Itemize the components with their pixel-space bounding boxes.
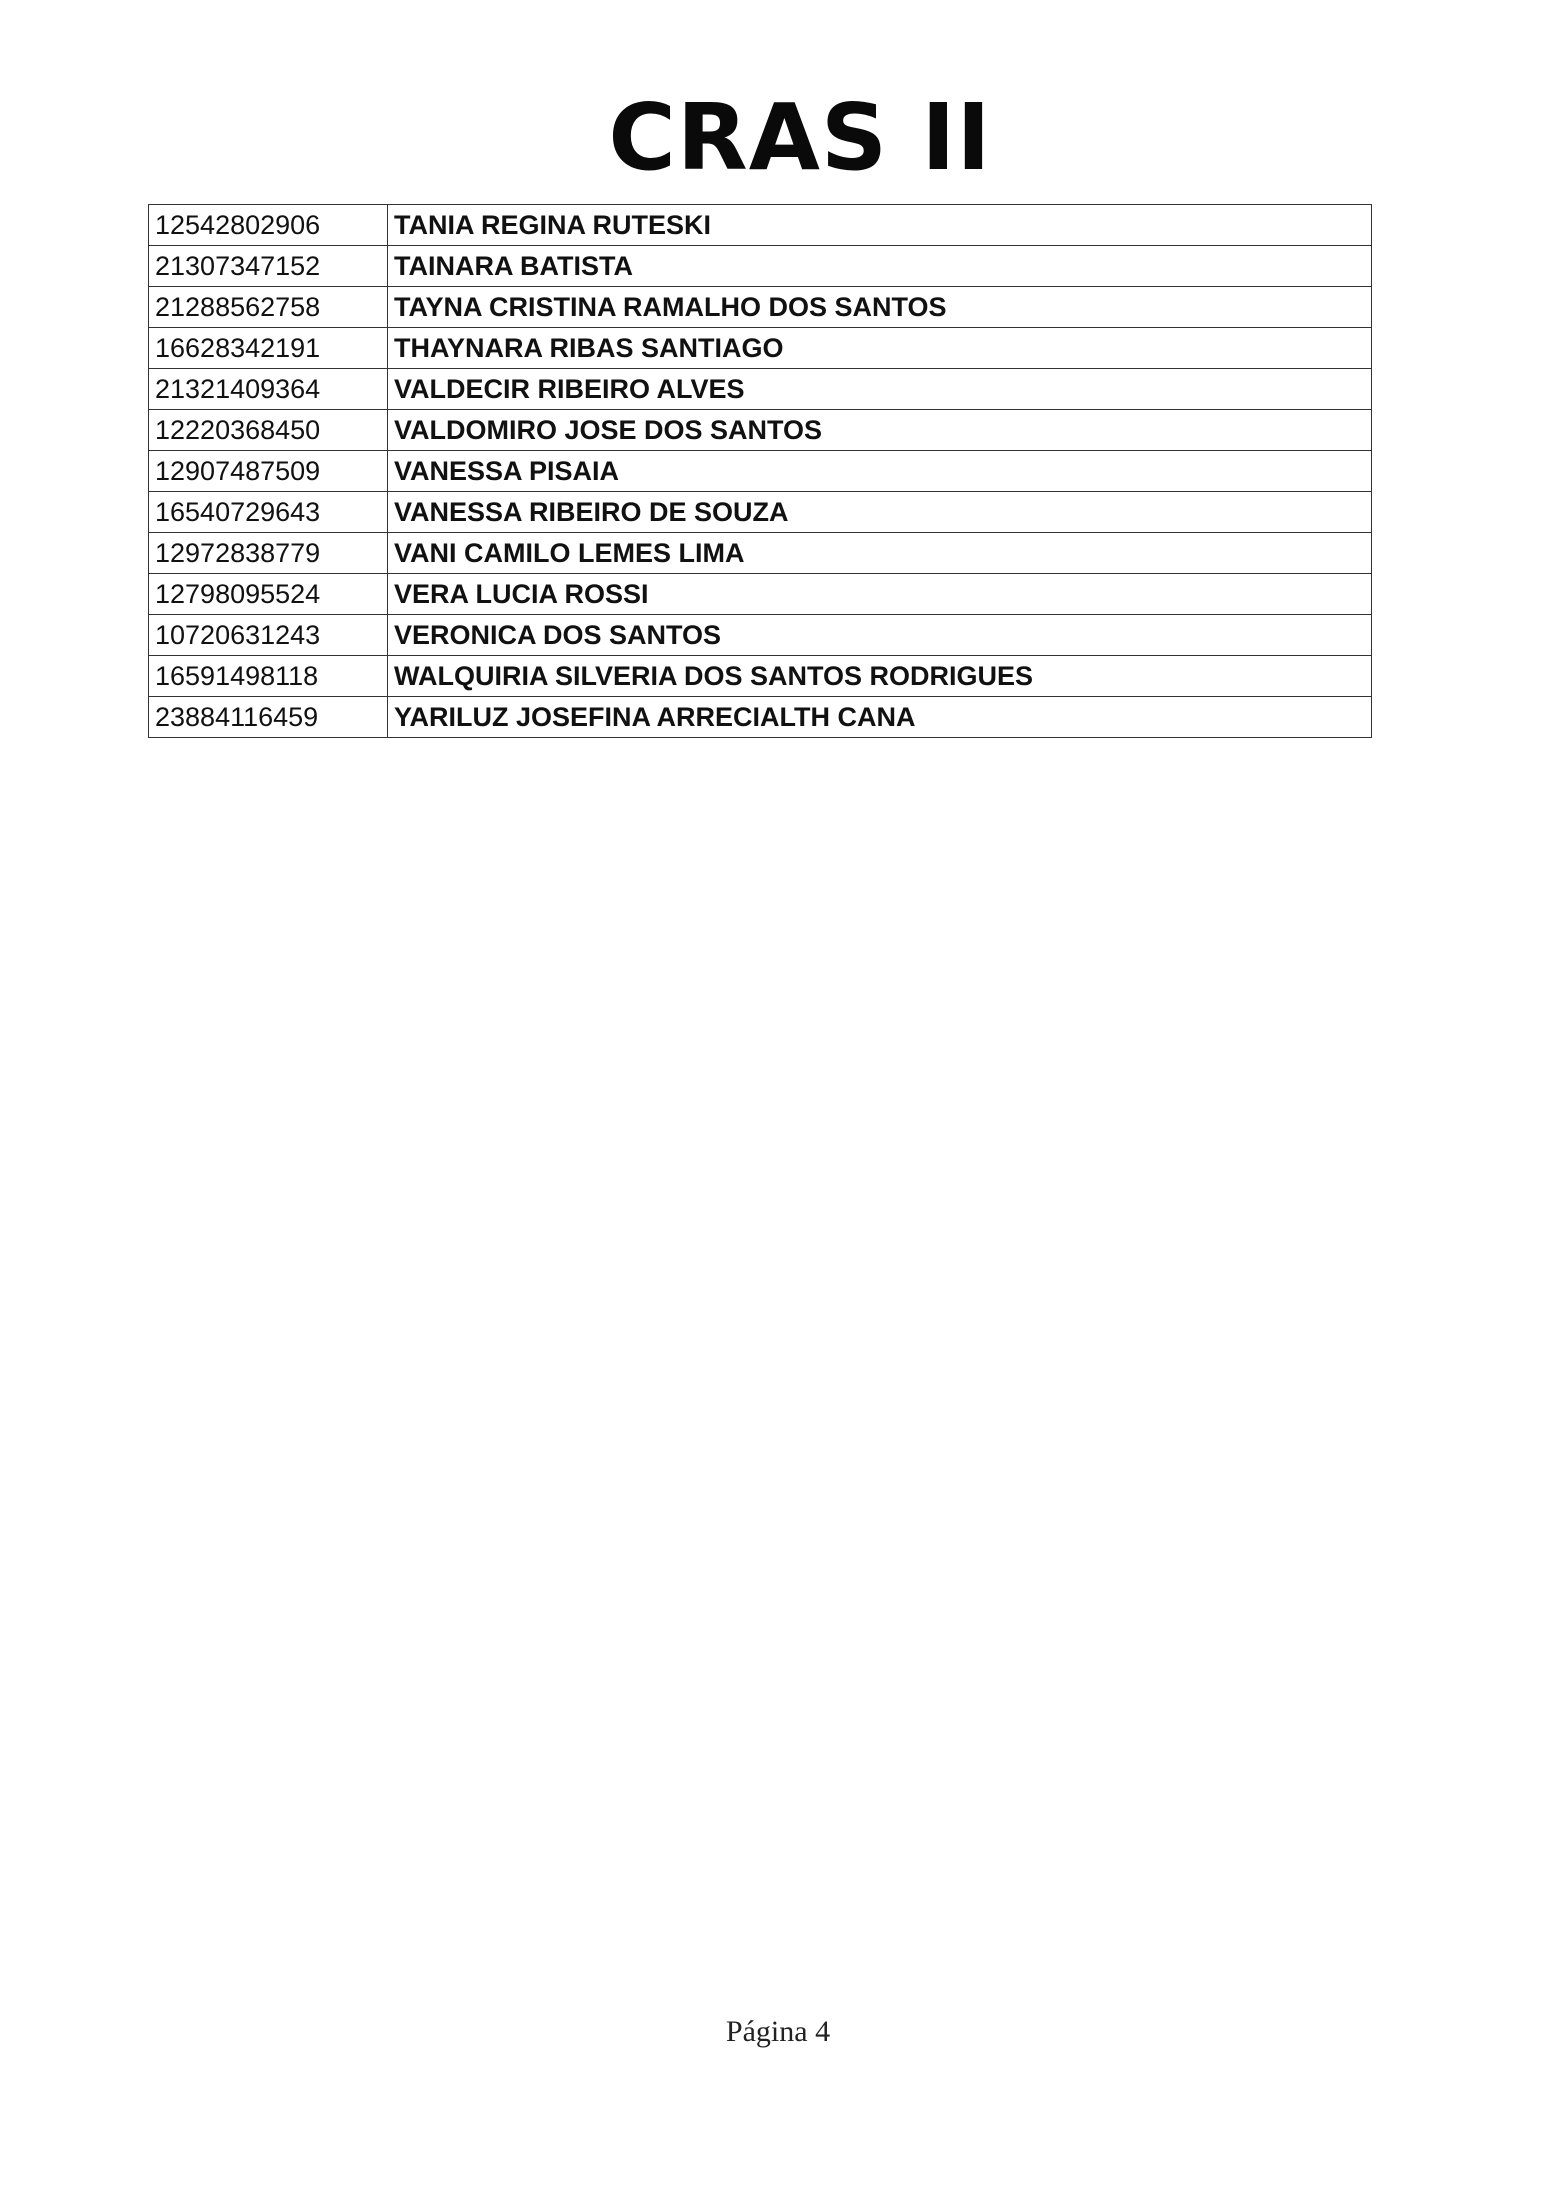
name-cell: WALQUIRIA SILVERIA DOS SANTOS RODRIGUES <box>388 656 1372 697</box>
table-row <box>149 492 1372 533</box>
name-cell: TAYNA CRISTINA RAMALHO DOS SANTOS <box>388 287 1372 328</box>
code-cell: 21307347152 <box>149 246 388 287</box>
table-row <box>149 246 1372 287</box>
page-number: Página 4 <box>725 2015 831 2048</box>
beneficiary-table <box>148 204 1372 738</box>
code-cell: 12907487509 <box>149 451 388 492</box>
code-cell: 21288562758 <box>149 287 388 328</box>
table-row <box>149 615 1372 656</box>
code-cell: 16540729643 <box>149 492 388 533</box>
table-row <box>149 574 1372 615</box>
name-cell: VANESSA PISAIA <box>388 451 1372 492</box>
code-cell: 16628342191 <box>149 328 388 369</box>
name-cell: TANIA REGINA RUTESKI <box>388 205 1372 246</box>
name-cell: VERONICA DOS SANTOS <box>388 615 1372 656</box>
code-cell: 23884116459 <box>149 697 388 738</box>
name-cell: THAYNARA RIBAS SANTIAGO <box>388 328 1372 369</box>
code-cell: 12798095524 <box>149 574 388 615</box>
name-cell: VERA LUCIA ROSSI <box>388 574 1372 615</box>
code-cell: 12542802906 <box>149 205 388 246</box>
page-title: CRAS II <box>608 84 992 191</box>
name-cell: VANESSA RIBEIRO DE SOUZA <box>388 492 1372 533</box>
table-row <box>149 533 1372 574</box>
name-cell: YARILUZ JOSEFINA ARRECIALTH CANA <box>388 697 1372 738</box>
name-cell: VALDECIR RIBEIRO ALVES <box>388 369 1372 410</box>
code-cell: 21321409364 <box>149 369 388 410</box>
table-row <box>149 328 1372 369</box>
table-row <box>149 697 1372 738</box>
table-row <box>149 410 1372 451</box>
name-cell: VANI CAMILO LEMES LIMA <box>388 533 1372 574</box>
name-cell: VALDOMIRO JOSE DOS SANTOS <box>388 410 1372 451</box>
code-cell: 16591498118 <box>149 656 388 697</box>
code-cell: 12972838779 <box>149 533 388 574</box>
table-row <box>149 205 1372 246</box>
code-cell: 10720631243 <box>149 615 388 656</box>
table-row <box>149 369 1372 410</box>
code-cell: 12220368450 <box>149 410 388 451</box>
table-row <box>149 656 1372 697</box>
name-cell: TAINARA BATISTA <box>388 246 1372 287</box>
table-row <box>149 451 1372 492</box>
table-row <box>149 287 1372 328</box>
